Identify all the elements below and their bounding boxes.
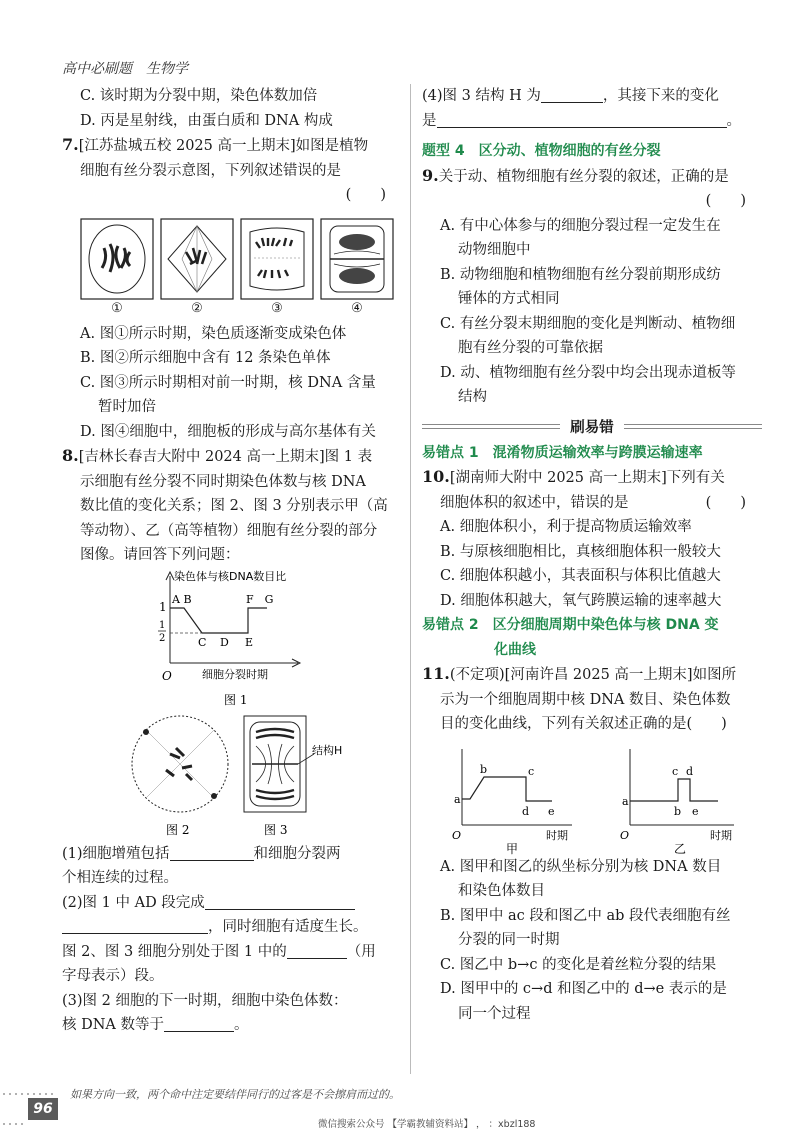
error-point-1: 易错点 1 混淆物质运输效率与跨膜运输速率 <box>422 444 703 461</box>
graph-b-xlabel: 时期 <box>710 828 732 842</box>
graph-b-point-a: a <box>622 794 629 808</box>
graph-a-caption: 甲 <box>506 841 519 855</box>
graph-b-origin: O <box>620 828 630 842</box>
graph-a-point-e: e <box>548 804 555 818</box>
q9-option-c: C. 有丝分裂末期细胞的变化是判断动、植物细 <box>440 315 736 332</box>
right-column <box>422 84 762 1026</box>
q10-option-d: D. 细胞体积越大，氧气跨膜运输的速率越大 <box>440 592 722 609</box>
telophase-cell-image <box>320 218 394 300</box>
section-rule-left <box>422 424 560 429</box>
q11-graphs <box>422 743 762 855</box>
q7-caption-1: ① <box>111 300 123 316</box>
q8-sub3-blank[interactable] <box>164 1015 234 1032</box>
fig1-point-d: D <box>220 635 229 649</box>
type4-heading: 题型 4 区分动、植物细胞的有丝分裂 <box>422 143 661 159</box>
column-divider <box>410 84 411 1074</box>
q7-option-c: C. 图③所示时期相对前一时期，核 DNA 含量 <box>80 374 376 391</box>
q11-option-d: D. 图甲中的 c→d 和图乙中的 d→e 表示的是 <box>440 981 727 997</box>
graph-b-point-d: d <box>686 764 694 778</box>
q8-sub4-blank[interactable] <box>541 86 603 103</box>
q7-figure-row <box>80 218 402 318</box>
q11-stem-line1: (不定项)[河南许昌 2025 高一上期末]如图所 <box>449 667 737 683</box>
graph-a-point-a: a <box>454 792 461 806</box>
graph-a-curve <box>462 777 552 801</box>
q8-sub2-line2 <box>62 915 402 940</box>
q11-number: 11. <box>422 664 450 683</box>
q11-option-d-cont: 同一个过程 <box>458 1005 531 1022</box>
graph-a-origin: O <box>452 828 462 842</box>
q8-sub2-blank3[interactable] <box>287 942 347 959</box>
q9-option-d: D. 动、植物细胞有丝分裂中均会出现赤道板等 <box>440 364 736 381</box>
q11-stem-line2: 示为一个细胞周期中核 DNA 数目、染色体数 <box>440 691 731 708</box>
q8-sub4 <box>422 84 762 109</box>
q7-caption-2: ② <box>191 300 203 316</box>
q10-stem-text2: 细胞体积的叙述中，错误的是 <box>440 494 629 511</box>
graph-a-point-c: c <box>528 764 535 778</box>
q9-stem <box>422 164 762 190</box>
q8-sub2-blank2[interactable] <box>62 917 208 934</box>
section-rule-right <box>624 424 762 429</box>
fig1-tick-half-den: 2 <box>159 632 166 644</box>
q10-answer-bracket: ( ) <box>705 494 746 511</box>
q9-option-c-cont: 胞有丝分裂的可靠依据 <box>458 340 603 356</box>
graph-b-point-e: e <box>692 804 699 818</box>
q7-figure-3 <box>240 218 314 318</box>
q8-sub2-text2: ，同时细胞有适度生长。 <box>208 919 368 935</box>
q11-option-a-cont: 和染色体数目 <box>458 883 545 899</box>
q8-sub2-text3: 图 2、图 3 细胞分别处于图 1 中的 <box>62 943 287 960</box>
q8-sub2-text: (2)图 1 中 AD 段完成 <box>62 894 205 911</box>
q10-stem-line1: [湖南师大附中 2025 高一上期末]下列有关 <box>449 470 725 486</box>
q7-number: 7. <box>62 135 79 154</box>
q9-option-b-cont: 锤体的方式相同 <box>458 291 560 307</box>
q7-figure-2 <box>160 218 234 318</box>
q11-stem-line3: 目的变化曲线，下列有关叙述正确的是( ) <box>440 716 727 732</box>
q8-sub4-blank2[interactable] <box>437 111 727 128</box>
fig1-tick-half-num: 1 <box>159 619 166 631</box>
q9-option-a-cont: 动物细胞中 <box>458 242 531 258</box>
fig3-caption: 图 3 <box>264 822 288 837</box>
fig1-tick-1: 1 <box>159 599 167 614</box>
footer-wechat-note: 微信搜索公众号 【学霸教辅资料站】 ， ：xbzl188 <box>318 1119 536 1130</box>
q6-option-c: C. 该时期为分裂中期，染色体数加倍 <box>80 88 318 104</box>
q10-option-a: A. 细胞体积小，利于提高物质运输效率 <box>440 519 692 535</box>
page-number: 96 <box>28 1098 58 1120</box>
fig1-point-e: E <box>245 635 254 649</box>
q10-number: 10. <box>422 467 450 486</box>
q9-stem-text: 关于动、植物细胞有丝分裂的叙述，正确的是 <box>438 168 729 185</box>
q8-sub4-text: (4)图 3 结构 H 为 <box>422 88 541 104</box>
error-point-2: 易错点 2 区分细胞周期中染色体与核 DNA 变 <box>422 617 719 633</box>
graph-b-point-b: b <box>674 804 682 818</box>
section-title: 刷易错 <box>570 419 614 436</box>
q8-sub4-line2 <box>422 109 762 134</box>
q8-sub1-cont: 个相连续的过程。 <box>62 870 178 886</box>
q8-figure-1-graph <box>62 568 402 708</box>
q7-option-c-cont: 暂时加倍 <box>98 399 156 415</box>
error-point-2-cont: 化曲线 <box>494 641 536 658</box>
q9-answer-bracket: ( ) <box>705 193 746 209</box>
fig1-curve <box>170 608 267 633</box>
q7-figure-1 <box>80 218 154 318</box>
fig1-origin: O <box>162 668 172 683</box>
q10-option-b: B. 与原核细胞相比，真核细胞体积一般较大 <box>440 543 721 560</box>
q8-sub1-text: (1)细胞增殖包括 <box>62 845 170 862</box>
q7-option-a: A. 图①所示时期，染色质逐渐变成染色体 <box>80 325 347 342</box>
fig2-caption: 图 2 <box>166 822 190 837</box>
q11-option-a: A. 图甲和图乙的纵坐标分别为核 DNA 数目 <box>440 858 722 875</box>
fig3-structure-h-label: 结构H <box>312 743 343 757</box>
section-divider <box>422 416 762 437</box>
q9-option-d-cont: 结构 <box>458 389 487 405</box>
q6-option-d: D. 丙是星射线，由蛋白质和 DNA 构成 <box>80 112 333 129</box>
q9-option-b: B. 动物细胞和植物细胞有丝分裂前期形成纺 <box>440 266 721 283</box>
q11-option-b: B. 图甲中 ac 段和图乙中 ab 段代表细胞有丝 <box>440 907 731 924</box>
q8-sub2-text4: （用 <box>346 943 376 960</box>
q9-option-a: A. 有中心体参与的细胞分裂过程一定发生在 <box>440 217 721 234</box>
q8-stem <box>62 444 402 470</box>
q7-stem-line1: [江苏盐城五校 2025 高一上期末]如图是植物 <box>78 138 369 154</box>
q7-stem-line2: 细胞有丝分裂示意图，下列叙述错误的是 <box>80 162 341 179</box>
fig1-point-ab: A B <box>172 592 192 606</box>
q8-sub3-end: 。 <box>234 1017 249 1033</box>
q9-number: 9. <box>422 165 439 185</box>
q7-caption-3: ③ <box>271 300 283 316</box>
q10-stem-line2 <box>422 491 762 516</box>
q7-option-d: D. 图④细胞中，细胞板的形成与高尔基体有关 <box>80 423 376 440</box>
q8-stem-line2: 示细胞有丝分裂不同时期染色体数与核 DNA <box>80 473 366 490</box>
q8-stem-line4: 等动物）、乙（高等植物）细胞有丝分裂的部分 <box>80 522 378 539</box>
q7-caption-4: ④ <box>351 300 363 316</box>
fig1-xlabel: 细胞分裂时期 <box>202 667 268 681</box>
q8-stem-line5: 图像。请回答下列问题： <box>80 547 240 563</box>
prophase-cell-image <box>80 218 154 300</box>
q8-sub1-text2: 和细胞分裂两 <box>253 845 341 862</box>
q8-sub2-line4: 字母表示）段。 <box>62 968 164 984</box>
q8-sub3-line2 <box>62 1013 402 1038</box>
metaphase-cell-image <box>160 218 234 300</box>
q7-stem <box>62 133 402 159</box>
fig1-ylabel: 染色体与核DNA数目比 <box>174 569 287 583</box>
graph-b-caption: 乙 <box>674 841 687 855</box>
q8-sub2-blank[interactable] <box>205 893 355 910</box>
fig1-point-c: C <box>198 635 207 649</box>
q8-stem-line3: 数比值的变化关系；图 2、图 3 分别表示甲（高 <box>80 498 388 514</box>
anaphase-cell-image <box>240 218 314 300</box>
graph-a-point-b: b <box>480 762 488 776</box>
q11-option-c: C. 图乙中 b→c 的变化是着丝粒分裂的结果 <box>440 956 717 973</box>
q8-stem-line1: [吉林长春吉大附中 2024 高一上期末]图 1 表 <box>78 449 373 465</box>
graph-a-point-d: d <box>522 804 530 818</box>
q8-sub4-text3: 是 <box>422 112 437 129</box>
fig1-caption: 图 1 <box>224 692 248 707</box>
q8-sub2-line3 <box>62 940 402 965</box>
footer-motto: 如果方向一致，两个命中注定要结伴同行的过客是不会擦肩而过的。 <box>70 1088 400 1101</box>
q11-option-b-cont: 分裂的同一时期 <box>458 932 560 948</box>
q8-number: 8. <box>62 446 79 465</box>
q8-sub3-text: 核 DNA 数等于 <box>62 1017 165 1033</box>
left-column <box>62 84 402 1038</box>
graph-a-xlabel: 时期 <box>546 828 568 842</box>
q8-sub1 <box>62 842 402 867</box>
q8-sub4-end: 。 <box>726 112 741 129</box>
q8-sub2 <box>62 891 402 916</box>
q10-stem <box>422 465 762 491</box>
q8-sub1-blank[interactable] <box>170 844 254 861</box>
running-header: 高中必刷题 生物学 <box>62 61 188 77</box>
q11-stem <box>422 662 762 688</box>
q8-figures-2-3 <box>62 710 402 838</box>
q7-answer-bracket: ( ) <box>345 187 386 203</box>
graph-b-curve <box>630 779 718 801</box>
graph-b-point-c: c <box>672 764 679 778</box>
q8-sub4-text2: ，其接下来的变化 <box>602 88 719 104</box>
q8-sub3: (3)图 2 细胞的下一时期，细胞中染色体数： <box>62 992 348 1009</box>
q7-figure-4 <box>320 218 394 318</box>
q7-option-b: B. 图②所示细胞中含有 12 条染色单体 <box>80 350 331 366</box>
q10-option-c: C. 细胞体积越小，其表面积与体积比值越大 <box>440 568 721 584</box>
fig1-point-fg: F G <box>246 592 274 606</box>
